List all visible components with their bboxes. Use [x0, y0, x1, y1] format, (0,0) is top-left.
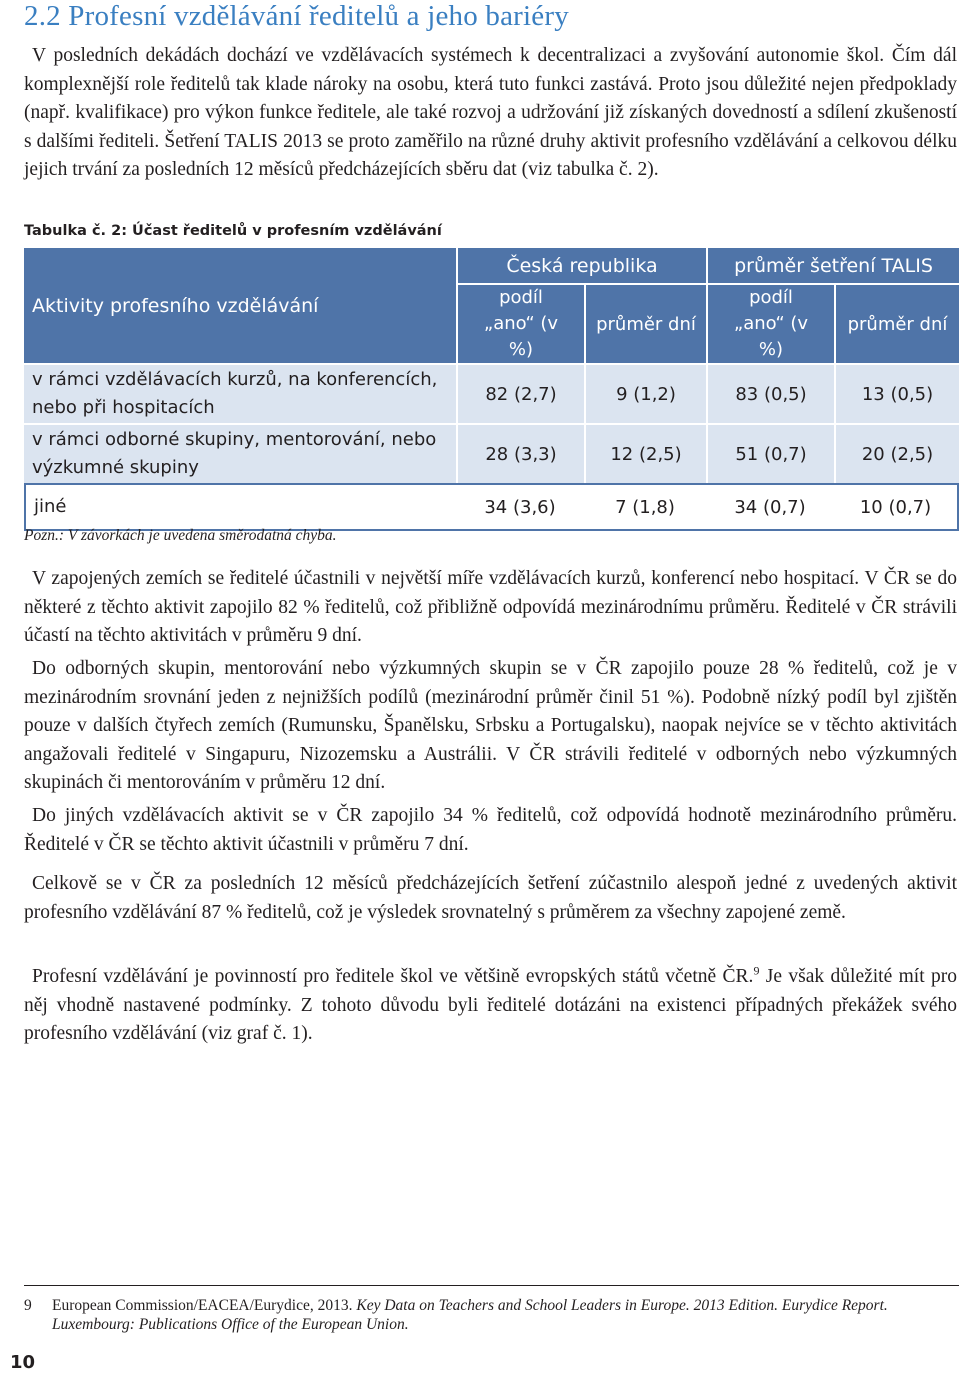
table-participation: [24, 248, 959, 531]
cell-talis-days: 10 (0,7): [834, 483, 959, 531]
column-header-cr-share: podíl „ano“ (v %): [456, 283, 584, 363]
footnote-text: [52, 1296, 959, 1334]
cell-cr-share: 28 (3,3): [456, 423, 584, 483]
cell-talis-share: 51 (0,7): [706, 423, 834, 483]
row-label: v rámci odborné skupiny, mentorování, nebo výzkumné skupiny: [24, 423, 456, 483]
cell-cr-days: 12 (2,5): [584, 423, 706, 483]
note-label: Pozn.: [24, 527, 59, 544]
paragraph-obligation: [24, 963, 957, 1049]
cell-talis-days: 20 (2,5): [834, 423, 959, 483]
table-row: [24, 483, 959, 531]
page-number: 10: [10, 1352, 36, 1373]
table-note: [24, 527, 337, 545]
cell-cr-days: 7 (1,8): [584, 483, 706, 531]
data-table: [24, 248, 959, 531]
cell-talis-share: 34 (0,7): [706, 483, 834, 531]
cell-cr-share: 82 (2,7): [456, 363, 584, 423]
cell-cr-days: 9 (1,2): [584, 363, 706, 423]
column-header-talis-days: průměr dní: [834, 283, 959, 363]
paragraph-overall: Celkově se v ČR za posledních 12 měsíců předcházejících šetření zúčastnilo alespoň jedné z uvedených aktivit profesního vzdělávání 87 % ředitelů, což je výsledek srovnatelný s průměrem za všechny zapojené země.: [24, 873, 957, 923]
paragraph-courses: V zapojených zemích se ředitelé účastnili v největší míře vzdělávacích kurzů, konferencí nebo hospitací. V ČR se do některé z těchto aktivit zapojilo 82 % ředitelů, což přibližně odpovídá mezinárodnímu průměru. Ředitelé v ČR strávili účastí na těchto aktivitách v průměru 9 dní.: [24, 568, 957, 646]
table-row-header: Aktivity profesního vzdělávání: [24, 248, 456, 363]
section-title: 2.2 Profesní vzdělávání ředitelů a jeho bariéry: [24, 0, 569, 32]
obligation-text-start: Profesní vzdělávání je povinností pro ředitele škol ve většině evropských států včetně ČR.: [32, 966, 754, 987]
footnote-reference[interactable]: 9: [753, 963, 760, 978]
paragraph-other: Do jiných vzdělávacích aktivit se v ČR zapojilo 34 % ředitelů, což odpovídá hodnotě mezinárodního průměru. Ředitelé v ČR se těchto aktivit účastnili v průměru 7 dní.: [24, 805, 957, 855]
footnote-divider: [24, 1285, 959, 1286]
table-row: [24, 363, 959, 423]
footnote-title: Key Data on Teachers and School Leaders in Europe. 2013 Edition. Eurydice Report. Luxembourg: Publications Office of the European Union.: [52, 1297, 888, 1333]
footnote-number: 9: [24, 1297, 32, 1314]
column-header-cr-days: průměr dní: [584, 283, 706, 363]
table-row: [24, 423, 959, 483]
footnote: [24, 1296, 959, 1334]
note-text: : V závorkách je uvedena směrodatná chyba.: [58, 527, 337, 544]
row-label: v rámci vzdělávacích kurzů, na konferencích, nebo při hospitacích: [24, 363, 456, 423]
obligation-text-end: Je však důležité mít pro něj vhodně nastavené podmínky. Z tohoto důvodu byli ředitelé dotázáni na existenci případných překážek svého profesního vzdělávání (viz graf č. 1).: [24, 966, 958, 1044]
column-group-cr: Česká republika: [456, 248, 706, 283]
footnote-source: European Commission/EACEA/Eurydice, 2013.: [52, 1297, 357, 1314]
column-header-talis-share: podíl „ano“ (v %): [706, 283, 834, 363]
paragraph-groups: Do odborných skupin, mentorování nebo výzkumných skupin se v ČR zapojilo pouze 28 % ředitelů, což je v mezinárodním srovnání jeden z nejnižších podílů (mezinárodní průměr činil 51 %). Podobně nízký podíl byl zjištěn pouze v dalších čtyřech zemích (Rumunsku, Španělsku, Srbsku a Portugalsku), naopak nejvíce se v těchto aktivitách angažovali ředitelé v Singapuru, Nizozemsku a Austrálii. V ČR strávili ředitelé v odborných nebo výzkumných skupinách či mentorováním v průměru 12 dní.: [24, 658, 957, 793]
cell-talis-share: 83 (0,5): [706, 363, 834, 423]
cell-talis-days: 13 (0,5): [834, 363, 959, 423]
row-label: jiné: [24, 483, 456, 531]
column-group-talis: průměr šetření TALIS: [706, 248, 959, 283]
table-caption: Tabulka č. 2: Účast ředitelů v profesním vzdělávání: [24, 223, 442, 239]
cell-cr-share: 34 (3,6): [456, 483, 584, 531]
paragraph-intro: V posledních dekádách dochází ve vzdělávacích systémech k decentralizaci a zvyšování autonomie škol. Čím dál komplexnější role ředitelů tak klade nároky na osobu, která tuto funkci zastává. Proto jsou důležité nejen předpoklady (např. kvalifikace) pro výkon funkce ředitele, ale také rozvoj a udržování již získaných dovedností a sdílení zkušeností s dalšími řediteli. Šetření TALIS 2013 se proto zaměřilo na různé druhy aktivit profesního vzdělávání a celkovou délku jejich trvání za posledních 12 měsíců předcházejících sběru dat (viz tabulka č. 2).: [24, 45, 957, 180]
